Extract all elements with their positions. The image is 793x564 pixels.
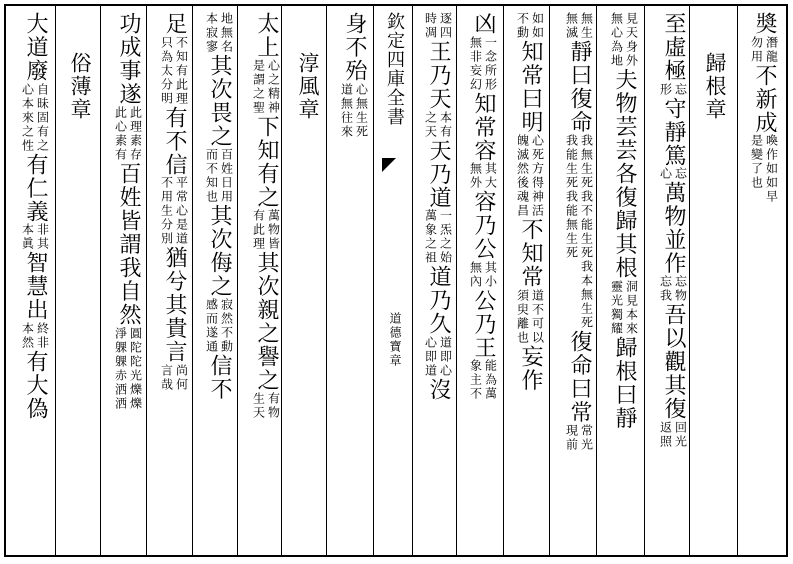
annotation-text: 心無生死 <box>354 82 369 139</box>
book-title-label: 欽定四庫全書 <box>384 12 405 126</box>
annotation-text: 時凋 <box>423 12 438 40</box>
annotation-text: 返照 <box>658 420 673 449</box>
annotation-text: 無非妄幻 <box>468 35 483 92</box>
annotation-pair <box>611 280 638 336</box>
annotation-text: 道即心 <box>438 335 453 378</box>
annotation-text: 本有 <box>438 110 453 139</box>
annotation-text: 此心素有 <box>113 106 128 162</box>
annotation-text: 我能生死我能無生死 <box>564 134 579 260</box>
main-text: 至虛極 <box>661 12 686 83</box>
main-text: 知常曰明 <box>518 40 543 134</box>
main-text: 下知有之 <box>254 115 279 209</box>
annotation-text: 忘我 <box>658 275 673 303</box>
text-column <box>13 12 57 552</box>
annotation-text: 心死方得神活 <box>530 134 545 218</box>
main-text: 太上 <box>254 12 279 59</box>
annotation-text: 忘 <box>673 82 688 97</box>
text-column <box>378 12 414 552</box>
annotation-text: 須臾離也 <box>515 288 530 345</box>
annotation-text: 無內 <box>468 260 483 289</box>
text-column <box>106 12 150 552</box>
annotation-pair <box>206 148 233 204</box>
main-text: 知常容 <box>471 91 496 162</box>
annotation-text: 無生 <box>579 12 594 40</box>
main-text: 大道廢 <box>23 12 48 83</box>
text-column <box>60 12 104 552</box>
text-column <box>197 12 241 552</box>
main-text: 妄作 <box>518 344 543 392</box>
annotation-pair <box>161 364 188 392</box>
annotation-text: 勿用 <box>749 35 764 64</box>
annotation-text: 圓陀陀光爍爍 <box>128 326 143 411</box>
main-text: 夫物芸芸 <box>612 68 637 162</box>
annotation-text: 潛龍 <box>764 35 779 64</box>
main-text: 靜曰復命 <box>567 40 592 134</box>
annotation-pair <box>22 322 49 350</box>
annotation-pair <box>470 162 497 190</box>
main-text: 足 <box>162 12 187 36</box>
annotation-text: 見天 <box>624 12 639 40</box>
main-text: 其次侮之 <box>207 204 232 298</box>
text-column <box>288 12 332 552</box>
annotation-pair <box>751 36 778 64</box>
annotation-pair <box>660 275 687 303</box>
annotation-text: 如如 <box>530 12 545 40</box>
annotation-text: 是謂之聖 <box>251 59 266 115</box>
main-text: 其次畏之 <box>207 54 232 148</box>
main-text: 智慧出 <box>23 251 48 322</box>
annotation-text: 無心 <box>609 12 624 40</box>
main-text: 沒 <box>426 377 451 401</box>
annotation-text: 忘物 <box>673 275 688 303</box>
text-column <box>557 12 601 552</box>
section-label: 道德寶章 <box>388 312 402 368</box>
annotation-pair <box>566 12 593 40</box>
main-text: 道乃久 <box>426 265 451 336</box>
main-text: 不知常 <box>518 218 543 289</box>
annotation-pair <box>660 421 687 449</box>
annotation-text: 道無往來 <box>339 82 354 139</box>
annotation-text: 有此理 <box>251 209 266 251</box>
annotation-text: 心即道 <box>423 335 438 378</box>
annotation-text: 象主不 <box>468 359 483 401</box>
annotation-text: 忘 <box>673 167 688 181</box>
main-text: 信不 <box>207 354 232 401</box>
annotation-text: 心本來之性 <box>20 82 35 153</box>
text-column <box>602 12 646 552</box>
annotation-text: 自昧固有之 <box>35 82 50 153</box>
annotation-pair <box>115 327 142 411</box>
annotation-text: 常光 <box>579 424 594 452</box>
annotation-text: 寂然不動 <box>219 298 234 354</box>
annotation-text: 是變了也 <box>749 134 764 190</box>
annotation-pair <box>425 336 452 378</box>
annotation-pair <box>22 223 49 251</box>
fishtail-mark <box>382 158 414 172</box>
annotation-pair <box>425 12 452 40</box>
annotation-pair <box>206 298 233 354</box>
main-text: 有大偽 <box>23 349 48 420</box>
annotation-text: 現前 <box>564 424 579 452</box>
annotation-text: 地無名 <box>219 12 234 54</box>
main-text: 其次親之譽之 <box>254 251 279 392</box>
annotation-text: 心 <box>658 167 673 181</box>
main-text: 王乃天 <box>426 40 451 111</box>
annotation-pair <box>517 289 544 345</box>
annotation-text: 終非 <box>35 321 50 350</box>
annotation-text: 尚何 <box>174 363 189 392</box>
annotation-pair <box>470 359 497 401</box>
annotation-pair <box>22 83 49 153</box>
annotation-text: 其大 <box>483 162 498 190</box>
chapter-title: 俗薄章 <box>68 52 92 121</box>
annotation-text: 不用生分別 <box>159 176 174 246</box>
annotation-text: 萬物皆 <box>266 209 281 251</box>
annotation-text: 無外 <box>468 162 483 190</box>
annotation-pair <box>566 424 593 452</box>
annotation-text: 本寂寥 <box>204 12 219 54</box>
annotation-text: 此理素存 <box>128 106 143 162</box>
annotation-text: 心之精神 <box>266 59 281 115</box>
annotation-text: 一念所形 <box>483 35 498 92</box>
annotation-text: 靈光獨耀 <box>609 279 624 336</box>
main-text: 萬物並作 <box>661 181 686 275</box>
annotation-pair <box>611 40 638 68</box>
text-column <box>332 12 376 552</box>
annotation-text: 平常心是道 <box>174 176 189 246</box>
chapter-title: 歸根章 <box>703 52 727 121</box>
annotation-text: 魄滅然後魂昌 <box>515 134 530 218</box>
chapter-title: 淳風章 <box>296 52 320 121</box>
annotation-text: 為地 <box>609 40 624 68</box>
main-text: 容乃公 <box>471 190 496 261</box>
main-text: 守靜篤 <box>661 96 686 167</box>
annotation-pair <box>115 106 142 162</box>
main-text: 公乃王 <box>471 288 496 359</box>
main-text: 身不殆 <box>342 12 367 83</box>
text-column <box>508 12 552 552</box>
annotation-pair <box>253 209 280 251</box>
main-text: 有不信 <box>162 105 187 176</box>
annotation-text: 本眞 <box>20 223 35 251</box>
annotation-pair <box>253 392 280 420</box>
main-text: 不新成 <box>752 63 777 134</box>
annotation-pair <box>341 83 368 139</box>
annotation-text: 形 <box>658 82 673 97</box>
annotation-pair <box>470 36 497 92</box>
annotation-pair <box>470 261 497 289</box>
annotation-text: 逐四 <box>438 12 453 40</box>
main-text: 歸根曰靜 <box>612 335 637 430</box>
annotation-text: 本然 <box>20 321 35 350</box>
annotation-text: 身外 <box>624 40 639 68</box>
annotation-text: 能為萬 <box>483 359 498 401</box>
annotation-text: 洞見本來 <box>624 279 639 336</box>
annotation-text: 不知有此理 <box>174 35 189 106</box>
annotation-pair <box>206 12 233 54</box>
annotation-text: 百姓日用 <box>219 148 234 204</box>
main-text: 百姓皆謂我自然 <box>116 162 141 327</box>
annotation-text: 無滅 <box>564 12 579 40</box>
annotation-pair <box>660 83 687 97</box>
annotation-text: 非其 <box>35 223 50 251</box>
annotation-pair <box>425 209 452 265</box>
annotation-pair <box>566 134 593 330</box>
annotation-pair <box>161 36 188 106</box>
annotation-text: 我無生死我不能生死我本無生死 <box>579 134 594 330</box>
annotation-text: 淨躶躶赤洒洒 <box>113 326 128 411</box>
annotation-text: 一炁之始 <box>438 209 453 265</box>
text-column <box>416 12 460 552</box>
annotation-text: 道不可以 <box>530 288 545 345</box>
annotation-pair <box>425 111 452 139</box>
annotation-text: 萬象之祖 <box>423 209 438 265</box>
text-column <box>742 12 786 552</box>
main-text: 猶兮其貴言 <box>162 246 187 364</box>
annotation-text: 之天 <box>423 110 438 139</box>
annotation-text: 有物 <box>266 392 281 420</box>
main-text: 吾以觀其復 <box>661 303 686 421</box>
annotation-text: 生天 <box>251 392 266 420</box>
main-text: 奬 <box>752 12 777 36</box>
annotation-pair <box>517 12 544 40</box>
annotation-text: 不動 <box>515 12 530 40</box>
annotation-text: 感而遂通 <box>204 298 219 354</box>
annotation-text: 言哉 <box>159 363 174 392</box>
text-column <box>695 12 739 552</box>
annotation-pair <box>660 167 687 181</box>
main-text: 凶 <box>471 12 496 36</box>
main-text: 各復歸其根 <box>612 162 637 280</box>
text-column <box>461 12 505 552</box>
main-text: 天乃道 <box>426 138 451 209</box>
main-text: 功成事遂 <box>116 12 141 106</box>
main-text: 有仁義 <box>23 152 48 223</box>
annotation-text: 喚作如如早 <box>764 134 779 204</box>
annotation-text: 只為太分明 <box>159 35 174 106</box>
text-column <box>152 12 196 552</box>
annotation-pair <box>517 134 544 218</box>
annotation-pair <box>161 176 188 246</box>
annotation-text: 而不知也 <box>204 148 219 204</box>
annotation-text: 回光 <box>673 420 688 449</box>
annotation-pair <box>751 134 778 204</box>
annotation-pair <box>253 59 280 115</box>
annotation-pair <box>611 12 638 40</box>
text-column <box>651 12 695 552</box>
main-text: 復命曰常 <box>567 330 592 424</box>
text-column <box>244 12 288 552</box>
annotation-text: 其小 <box>483 260 498 289</box>
